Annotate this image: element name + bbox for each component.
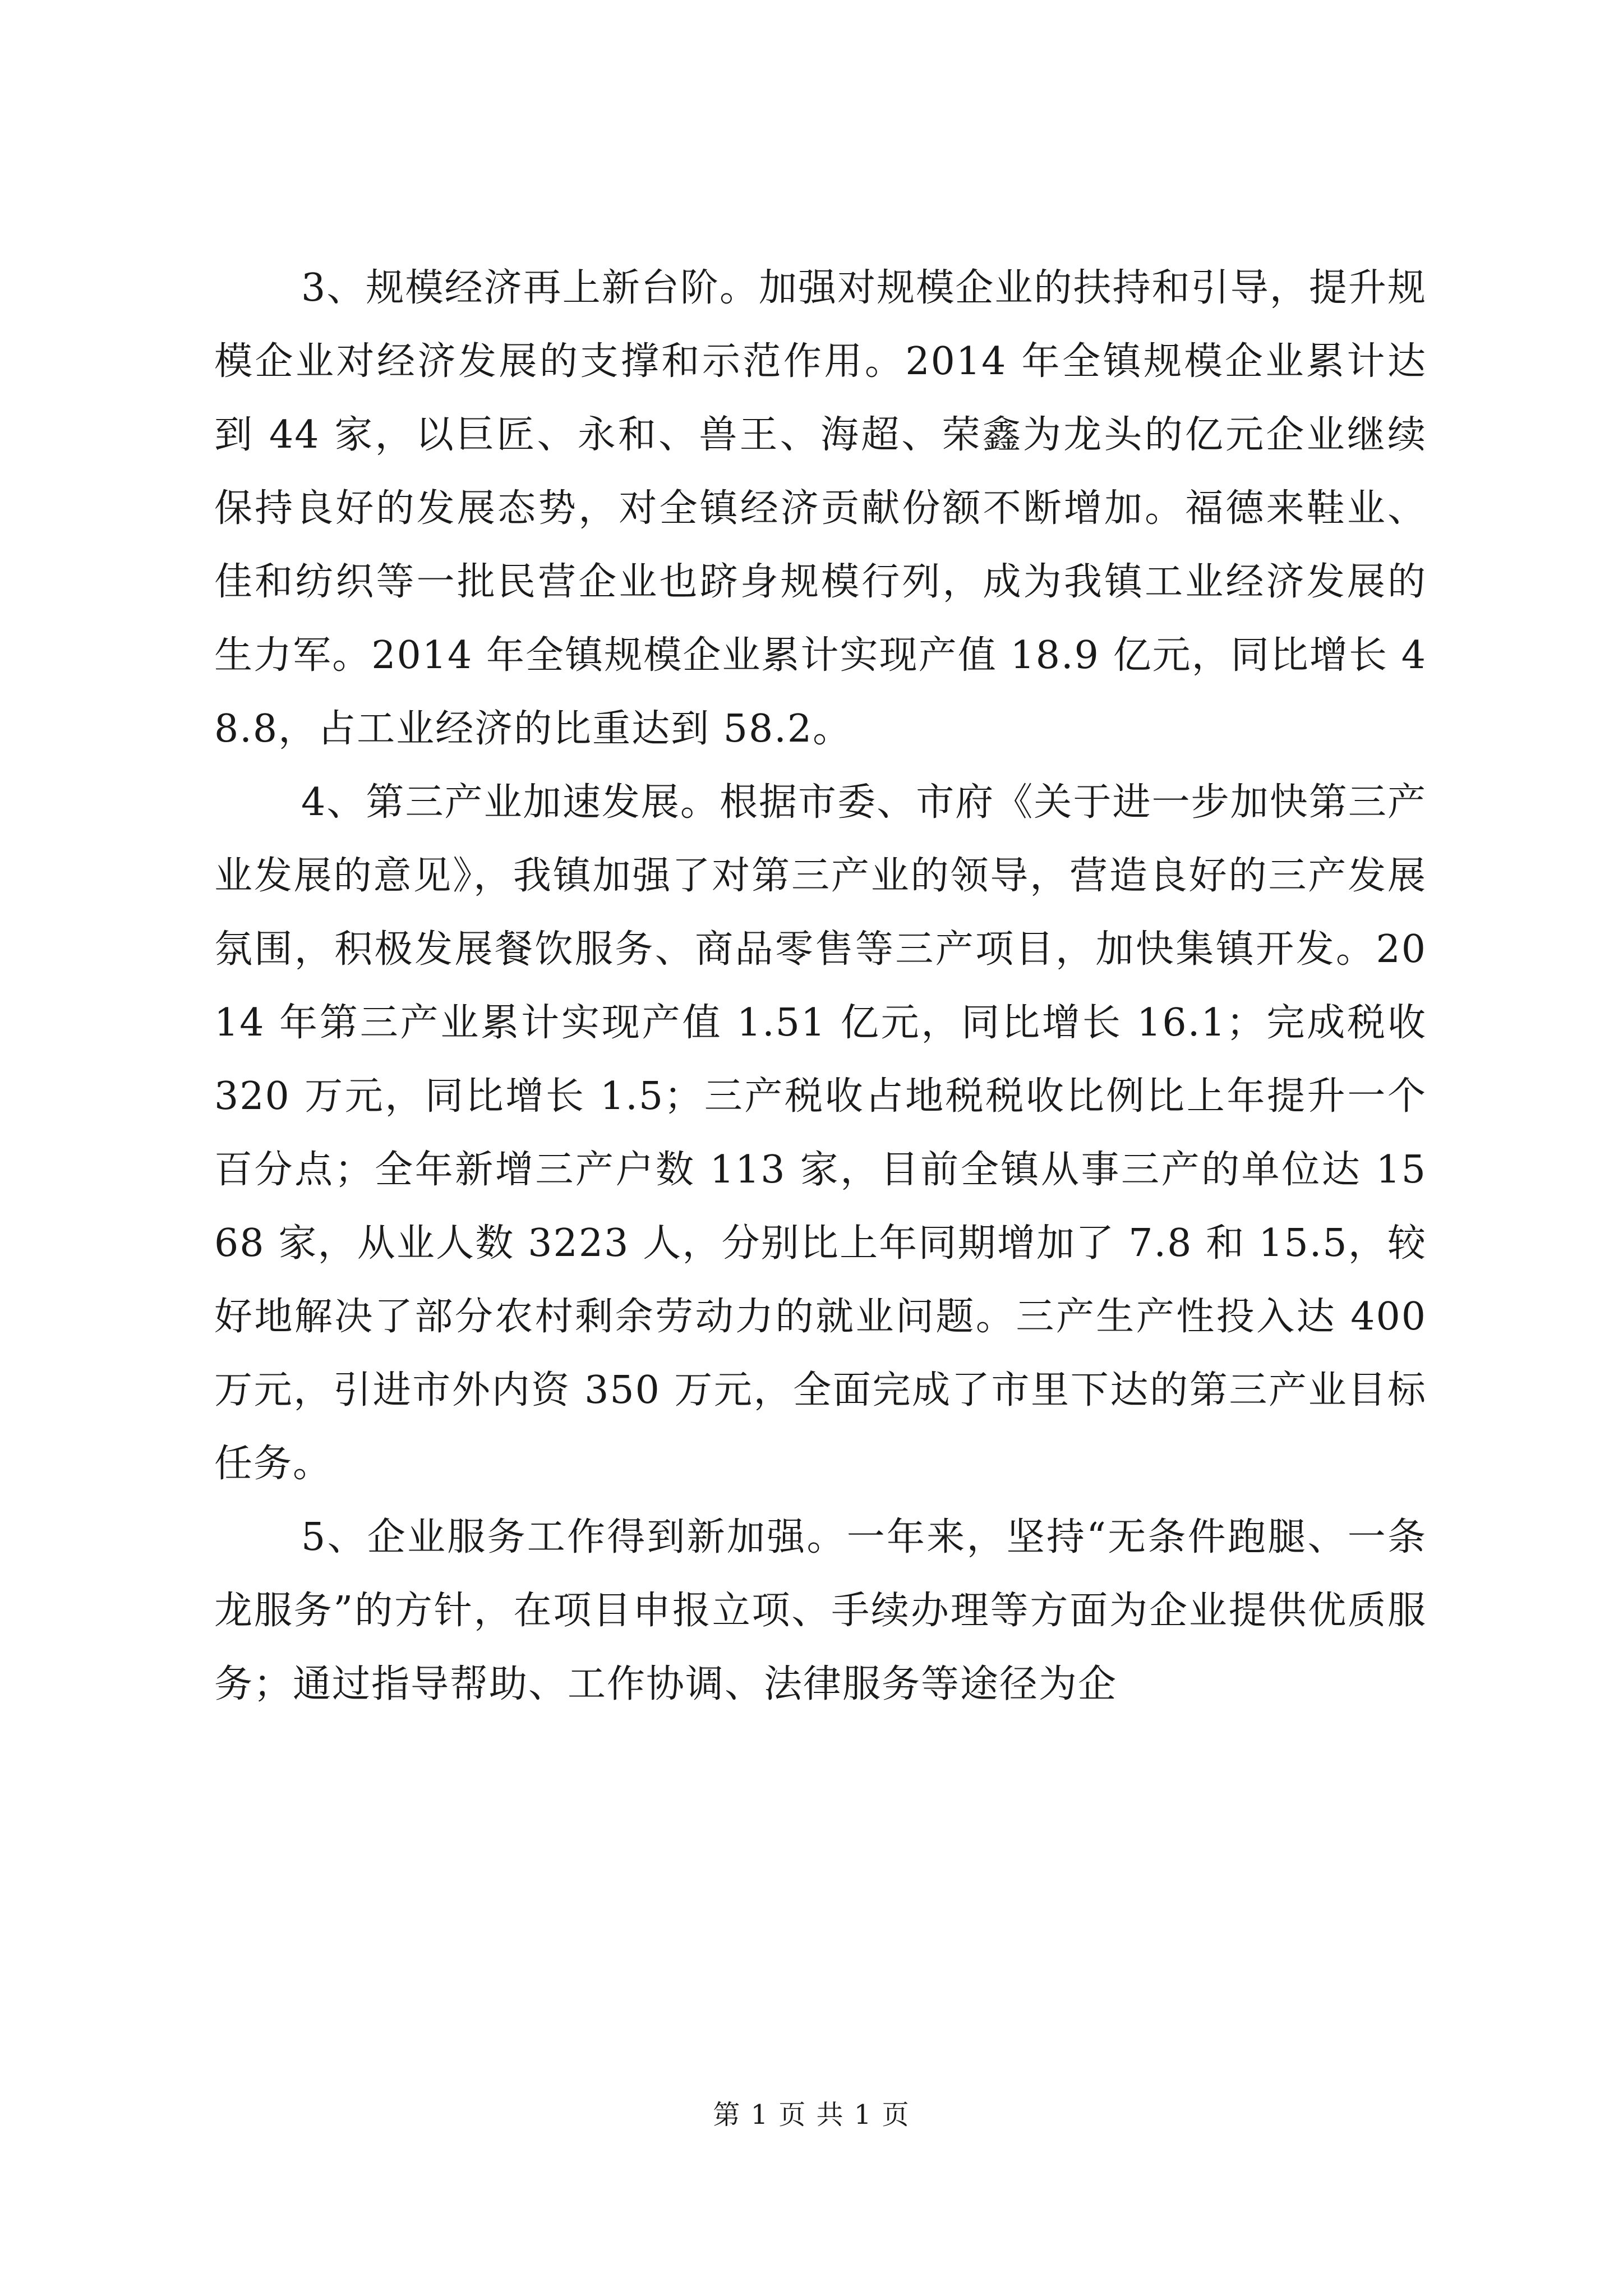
document-body	[214, 251, 1427, 1721]
paragraph-scale-economy: 3、规模经济再上新台阶。加强对规模企业的扶持和引导，提升规模企业对经济发展的支撑和示范作用。2014 年全镇规模企业累计达到 44 家，以巨匠、永和、兽王、海超、荣鑫为龙头的亿元企业继续保持良好的发展态势，对全镇经济贡献份额不断增加。福德来鞋业、佳和纺织等一批民营企业也跻身规模行列，成为我镇工业经济发展的生力军。2014 年全镇规模企业累计实现产值 18.9 亿元，同比增长 48.8，占工业经济的比重达到 58.2。	[214, 266, 1427, 751]
paragraph-enterprise-service: 5、企业服务工作得到新加强。一年来，坚持“无条件跑腿、一条龙服务”的方针，在项目申报立项、手续办理等方面为企业提供优质服务；通过指导帮助、工作协调、法律服务等途径为企	[214, 1515, 1427, 1706]
page-number-footer: 第 1 页 共 1 页	[713, 2099, 910, 2131]
paragraph-tertiary-industry: 4、第三产业加速发展。根据市委、市府《关于进一步加快第三产业发展的意见》，我镇加强了对第三产业的领导，营造良好的三产发展氛围，积极发展餐饮服务、商品零售等三产项目，加快集镇开发。2014 年第三产业累计实现产值 1.51 亿元，同比增长 16.1；完成税收 320 万元，同比增长 1.5；三产税收占地税税收比例比上年提升一个百分点；全年新增三产户数 113 家，目前全镇从事三产的单位达 1568 家，从业人数 3223 人，分别比上年同期增加了 7.8 和 15.5，较好地解决了部分农村剩余劳动力的就业问题。三产生产性投入达 400 万元，引进市外内资 350 万元，全面完成了市里下达的第三产业目标任务。	[214, 780, 1427, 1486]
